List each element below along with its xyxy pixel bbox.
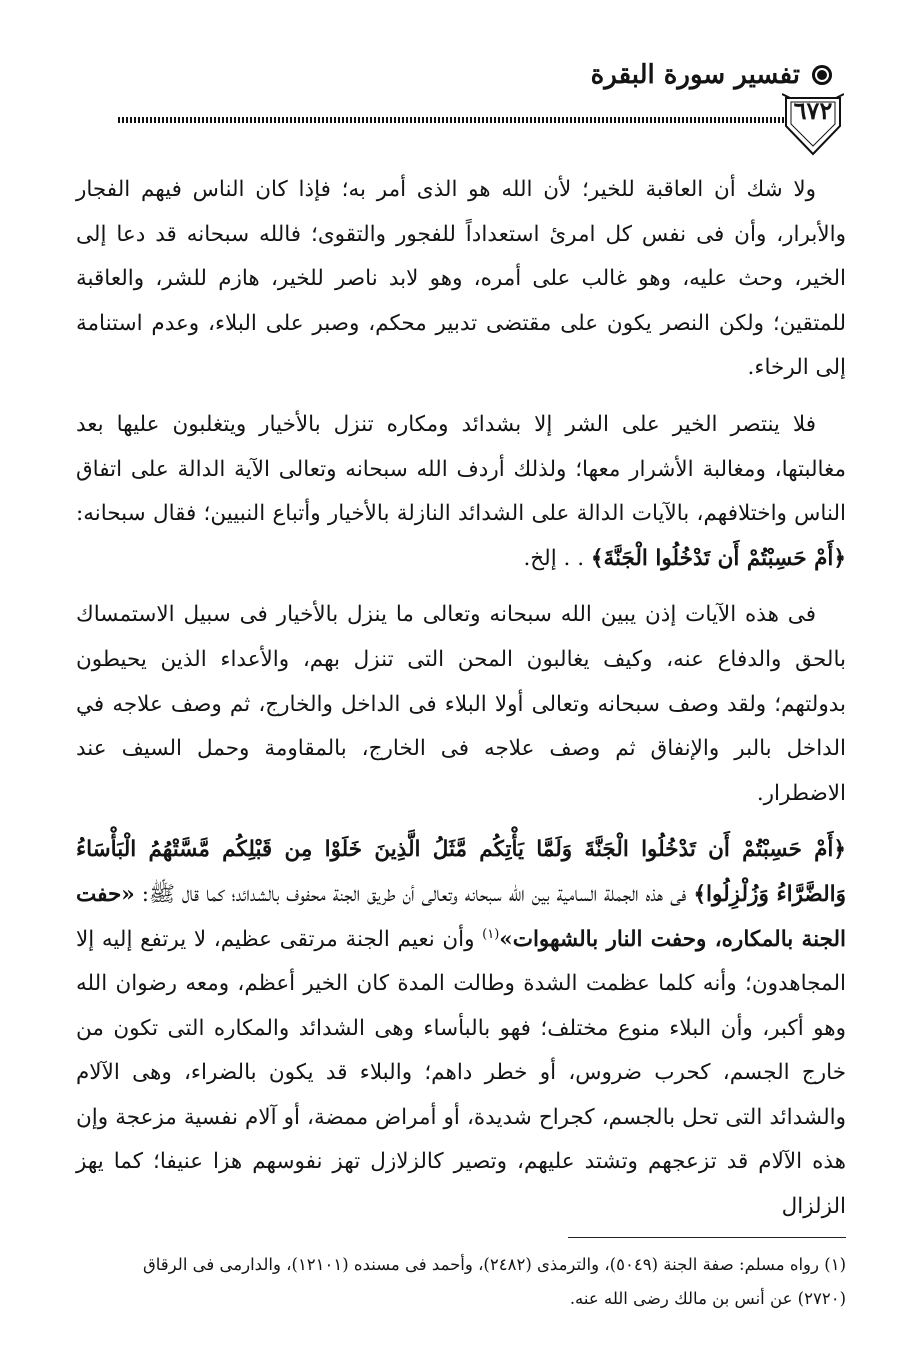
- quran-quote: ﴿أَمْ حَسِبْتُمْ أَن تَدْخُلُوا الْجَنَّةَ﴾: [590, 545, 846, 571]
- running-header: [591, 60, 832, 90]
- paragraph-2-text: فلا ينتصر الخير على الشر إلا بشدائد ومكاره تنزل بالأخيار ويتغلبون عليها بعد مغالبتها، ومغالبة الأشرار معها؛ ولذلك أردف الله سبحانه وتعالى الآية الدالة على اتفاق الناس واختلافهم، بالآيات الدالة على الشدائد النازلة بالأخيار وأتباع النبيين؛ فقال سبحانه:: [76, 411, 846, 527]
- paragraph-4-text: فى هذه الجملة السامية بين الله سبحانه وتعالى أن طريق الجنة محفوف بالشدائد؛ كما قال ﷺ:: [141, 881, 687, 907]
- paragraph-3: فى هذه الآيات إذن يبين الله سبحانه وتعالى ما ينزل بالأخيار فى سبيل الاستمساك بالحق والدفاع عنه، وكيف يغالبون المحن التى تنزل بهم، والأعداء الذين يحيطون بدولتهم؛ ولقد وصف سبحانه وتعالى أولا البلاء فى الداخل والخارج، ثم وصف علاجه في الداخل بالبر والإنفاق ثم وصف علاجه فى الخارج، بالمقاومة وحمل السيف عند الاضطرار.: [76, 602, 846, 806]
- paragraph-4-rest: وأن نعيم الجنة مرتقى عظيم، لا يرتفع إليه إلا المجاهدون؛ وأنه كلما عظمت الشدة وطالت المدة كان الخير أعظم، ومعه رضوان الله وهو أكبر، وأن البلاء منوع مختلف؛ فهو بالبأساء وهى الشدائد والمكاره التى تكون من خارج الجسم، كحرب ضروس، أو خطر داهم؛ والبلاء قد يكون بالضراء، وهى الآلام والشدائد التى تحل بالجسم، كجراح شديدة، أو أمراض ممضة، أو آلام نفسية مزعجة وإن هذه الآلام قد تزعجهم وتشتد عليهم، وتصير كالزلازل تهز نفوسهم هزا عنيفا؛ كما يهز الزلزال: [76, 926, 846, 1220]
- paragraph-2: [76, 403, 846, 581]
- paragraph-4: [76, 828, 846, 1229]
- header-rule: [118, 117, 786, 123]
- footnote-1-line-1: (١) رواه مسلم: صفة الجنة (٥٠٤٩)، والترمذى (٢٤٨٢)، وأحمد فى مسنده (١٢١٠١)، والدارمى فى الرقاق: [142, 1255, 846, 1274]
- footnotes: [76, 1248, 846, 1316]
- quran-verse: ﴿أَمْ حَسِبْتُمْ أَن تَدْخُلُوا الْجَنَّةَ وَلَمَّا يَأْتِكُم مَّثَلُ الَّذِينَ خَلَوْا مِن قَبْلِكُم مَّسَّتْهُمُ الْبَأْسَاءُ وَالضَّرَّاءُ وَزُلْزِلُوا﴾: [76, 837, 846, 907]
- paragraph-2-etc: . . إلخ.: [523, 545, 585, 571]
- page-number: ٦٧٢: [793, 96, 833, 125]
- header-title: تفسير سورة البقرة: [590, 60, 800, 90]
- main-text: [76, 168, 846, 1242]
- footnote-1-line-2: (٢٧٢٠) عن أنس بن مالك رضى الله عنه.: [569, 1289, 846, 1308]
- hadith-quote: «حفت الجنة بالمكاره، وحفت النار بالشهوات»: [76, 881, 846, 952]
- header-ornament-icon: [812, 65, 832, 85]
- footnote-ref: (١): [482, 926, 500, 942]
- footnote-divider: [568, 1237, 846, 1238]
- paragraph-1: ولا شك أن العاقبة للخير؛ لأن الله هو الذى أمر به؛ فإذا كان الناس فيهم الفجار والأبرار، وأن فى نفس كل امرئ استعداداً للفجور والتقوى؛ فالله سبحانه قد دعا إلى الخير، وحث عليه، وهو غالب على أمره، وهو لابد ناصر للخير، هازم للشر، والعاقبة للمتقين؛ ولكن النصر يكون على مقتضى تدبير محكم، وصبر على البلاء، وعدم استنامة إلى الرخاء.: [76, 177, 846, 381]
